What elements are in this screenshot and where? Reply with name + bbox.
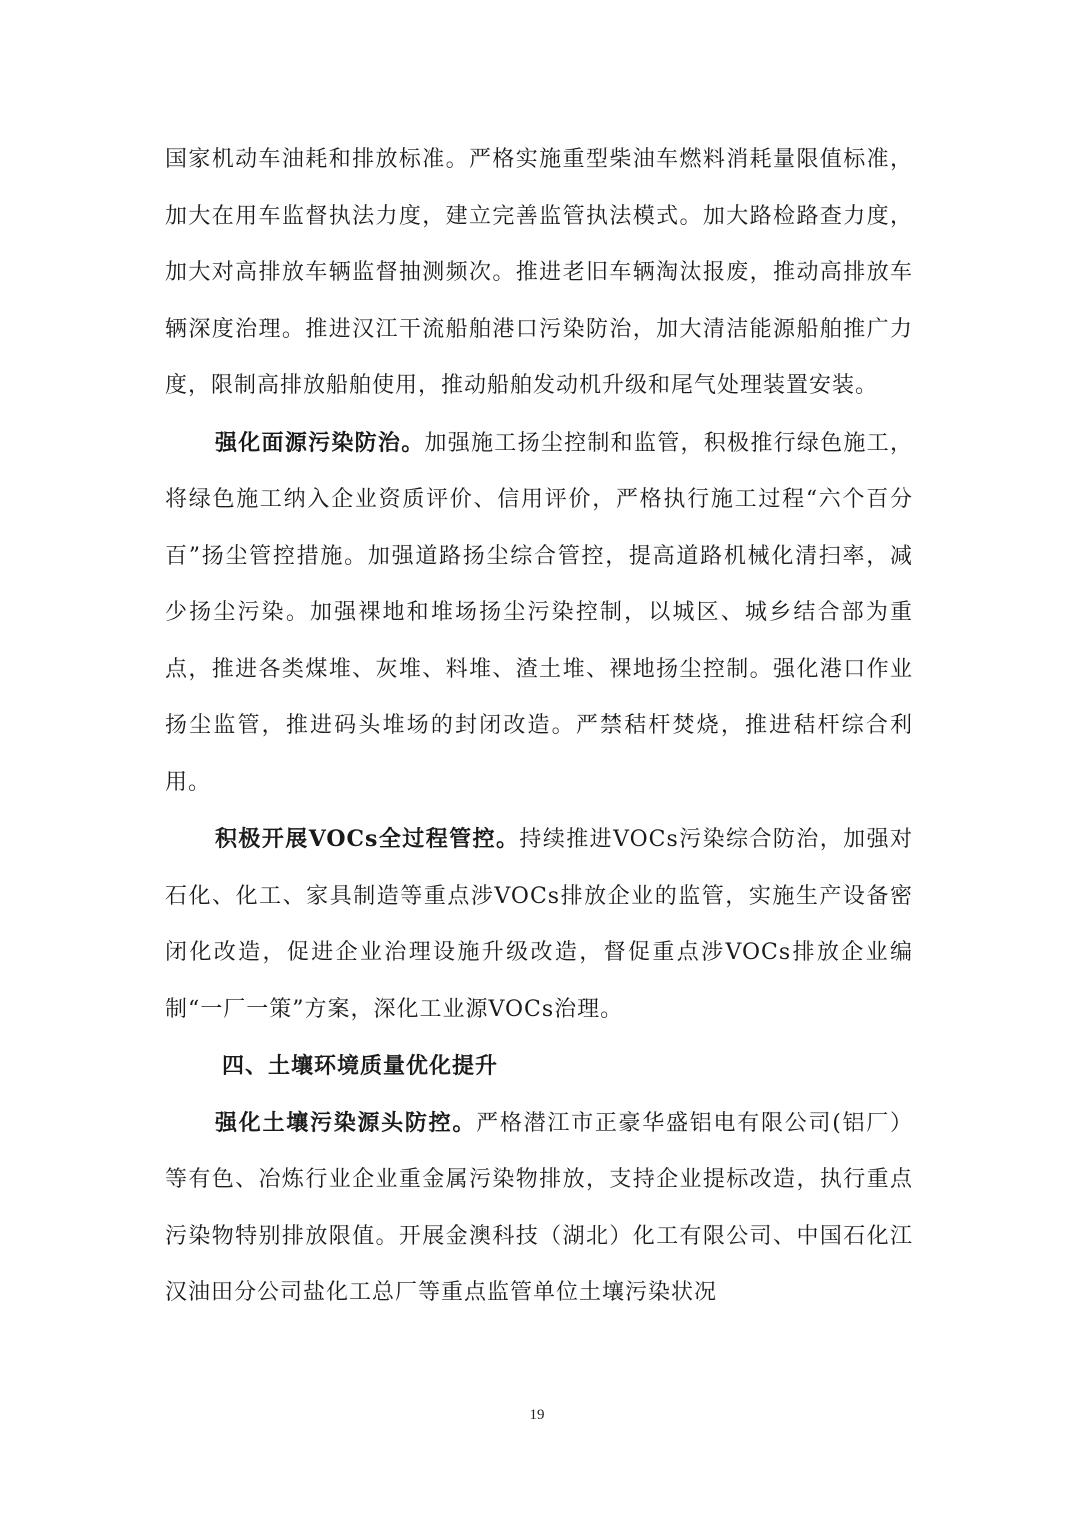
paragraph-soil-pollution-control bbox=[165, 1095, 913, 1322]
paragraph-area-source-pollution bbox=[165, 415, 913, 812]
paragraph-lead: 强化土壤污染源头防控。 bbox=[215, 1109, 477, 1136]
paragraph-text: 国家机动车油耗和排放标准。严格实施重型柴油车燃料消耗量限值标准，加大在用车监督执法力度，建立完善监管执法模式。加大路检路查力度，加大对高排放车辆监督抽测频次。推进老旧车辆淘汰报废，推动高排放车辆深度治理。推进汉江干流船舶港口污染防治，加大清洁能源船舶推广力度，限制高排放船舶使用，推动船舶发动机升级和尾气处理装置安装。 bbox=[165, 147, 913, 398]
paragraph-lead: 积极开展VOCs全过程管控。 bbox=[215, 826, 520, 852]
paragraph-lead: 强化面源污染防治。 bbox=[215, 429, 425, 456]
paragraph-text: 持续推进VOCs污染综合防治，加强对石化、化工、家具制造等重点涉VOCs排放企业的监管，实施生产设备密闭化改造，促进企业治理设施升级改造，督促重点涉VOCs排放企业编制“一厂一策”方案，深化工业源VOCs治理。 bbox=[165, 827, 913, 1022]
page-content bbox=[165, 132, 913, 1322]
paragraph-text: 加强施工扬尘控制和监管，积极推行绿色施工，将绿色施工纳入企业资质评价、信用评价，严格执行施工过程“六个百分百”扬尘管控措施。加强道路扬尘综合管控，提高道路机械化清扫率，减少扬尘污染。加强裸地和堆场扬尘污染控制，以城区、城乡结合部为重点，推进各类煤堆、灰堆、料堆、渣土堆、裸地扬尘控制。强化港口作业扬尘监管，推进码头堆场的封闭改造。严禁秸杆焚烧，推进秸杆综合利用。 bbox=[165, 430, 913, 795]
paragraph-vehicle-emissions bbox=[165, 132, 913, 415]
paragraph-text: 严格潜江市正豪华盛铝电有限公司(铝厂）等有色、冶炼行业企业重金属污染物排放，支持企业提标改造，执行重点污染物特别排放限值。开展金澳科技（湖北）化工有限公司、中国石化江汉油田分公司盐化工总厂等重点监管单位土壤污染状况 bbox=[165, 1110, 913, 1305]
section-heading: 四、土壤环境质量优化提升 bbox=[222, 1053, 499, 1079]
paragraph-vocs-control bbox=[165, 811, 913, 1038]
page-number: 19 bbox=[529, 1407, 545, 1423]
